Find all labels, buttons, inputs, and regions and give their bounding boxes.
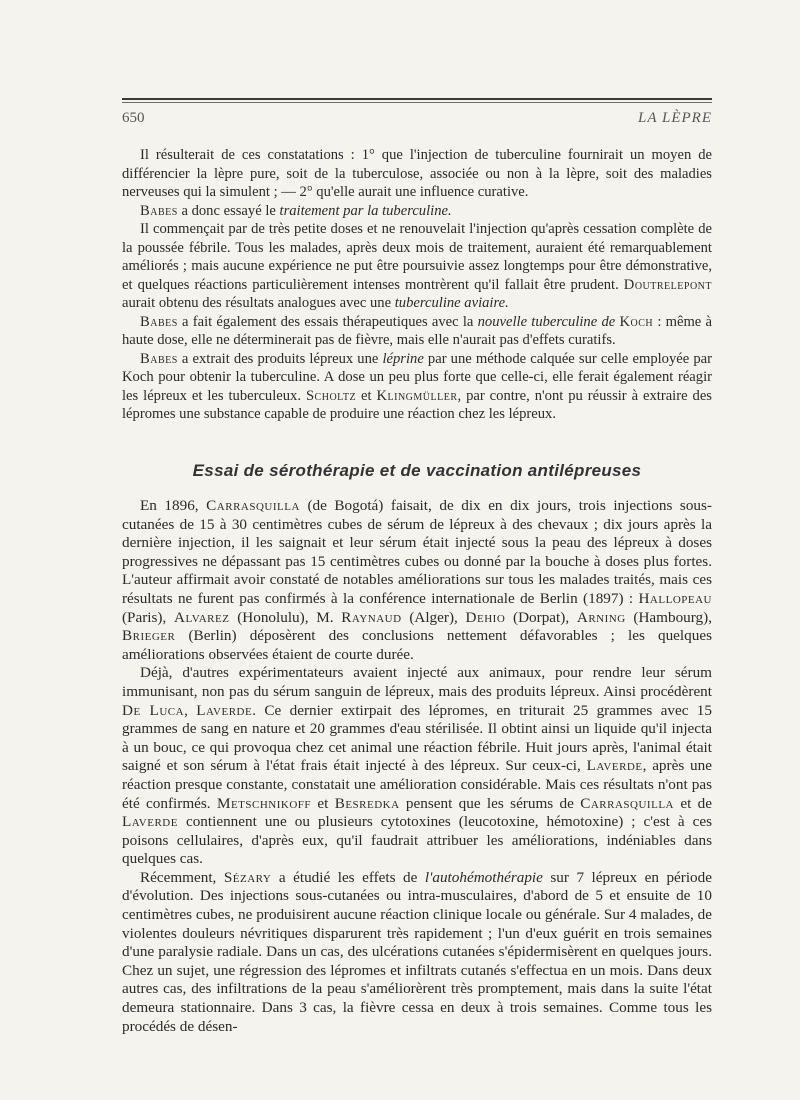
author-doutrelepont: Doutrelepont <box>623 276 712 293</box>
paragraph-5: Babes a extrait des produits lépreux une léprine par une méthode calquée sur celle employée par Koch pour obtenir la tuberculine. A dose un peu plus forte que celle-ci, elle ferait également réagir les lépreux et les tuberculeux. Scholtz et Klingmüller, par contre, n'ont pu réussir à extraire des lépromes une substance capable de produire une réaction chez les lépreux. <box>122 350 712 422</box>
section-title: Essai de sérothérapie et de vaccination antilépreuses <box>192 461 642 480</box>
running-head: LA LÈPRE <box>638 110 712 126</box>
paragraph-2: Babes a donc essayé le traitement par la tuberculine. <box>140 202 452 219</box>
paragraph-1: Il résulterait de ces constatations : 1° que l'injection de tuberculine fournirait un moyen de différencier la lèpre pure, soit de la tuberculose, associée ou non à la lèpre, soit des maladies nerveuses qui la simulent ; — 2° qu'elle aurait une influence curative. <box>122 147 712 200</box>
paragraph-8: Récemment, Sézary a étudié les effets de l'autohémothérapie sur 7 lépreux en période d'évolution. Des injections sous-cutanées ou intra-musculaires, d'abord de 5 et ensuite de 10 centimètres cubes, ne produisirent aucune réaction clinique locale ou générale. Sur 4 malades, de violentes douleurs névritiques disparurent très rapidement ; l'un d'eux guérit en trois semaines d'une paralysie radiale. Dans un cas, des ulcérations cutanées s'épidermisèrent en quelques jours. Chez un sujet, une régression des lépromes et infiltrats cutanés s'effectua en un mois. Dans deux autres cas, des infiltrations de la peau s'améliorèrent très promptement, mais dans la suite l'état demeura stationnaire. Dans 3 cas, la fièvre cessa en deux à trois semaines. Comme tous les procédés de désen- <box>122 868 712 1035</box>
header-rule-thin <box>122 102 712 103</box>
body-text-section <box>122 497 712 1036</box>
page-number: 650 <box>122 110 145 126</box>
paragraph-3: Il commençait par de très petite doses et ne renouvelait l'injection qu'après cessation complète de la poussée fébrile. Tous les malades, après deux mois de traitement, auraient été remarquablement améliorés ; mais aucune expérience ne put être poursuivie assez longtemps pour être démonstrative, et quelques réactions particulièrement intenses montrèrent qu'il fallait être prudent. Doutrelepont aurait obtenu des résultats analogues avec une tuberculine aviaire. <box>122 221 712 311</box>
body-text-top <box>122 146 712 424</box>
paragraph-4: Babes a fait également des essais thérapeutiques avec la nouvelle tuberculine de Koch : même à haute dose, elle ne déterminerait pas de fièvre, mais elle n'aurait pas d'effets curatifs. <box>122 313 712 348</box>
header-rule <box>122 98 712 100</box>
paragraph-7: Déjà, d'autres expérimentateurs avaient injecté aux animaux, pour rendre leur sérum immunisant, non pas du sérum sanguin de lépreux, mais des produits lépreux. Ainsi procédèrent De Luca, Laverde. Ce dernier extirpait des lépromes, en triturait 25 grammes avec 15 grammes de sang en nature et 20 grammes d'eau stérilisée. Il obtint ainsi un liquide qu'il injecta à un bouc, ce qui provoqua chez cet animal une réaction fébrile. Huit jours après, l'animal était saigné et son sérum à l'état frais était injecté à des lépreux. Sur ceux-ci, Laverde, après une réaction presque constante, constatait une amélioration considérable. Mais ces résultats n'ont pas été confirmés. Metschnikoff et Besredka pensent que les sérums de Carrasquilla et de Laverde contiennent une ou plusieurs cytotoxines (leucotoxine, hémotoxine) ; c'est à ces poisons cellulaires, d'après eux, qu'il faudrait attribuer les améliorations, indéniables dans quelques cas. <box>122 664 712 868</box>
page-header <box>122 110 712 132</box>
author-babes: Babes <box>140 202 178 219</box>
paragraph-6: En 1896, Carrasquilla (de Bogotá) faisait, de dix en dix jours, trois injections sous-cutanées de 15 à 30 centimètres cubes de sérum de lépreux à des chevaux ; dix jours après la dernière injection, il les saignait et leur sérum était injecté sous la peau des lépreux à doses progressives ne dépassant pas 15 centimètres cubes ou donné par la bouche à doses plus fortes. L'auteur affirmait avoir constaté de notables améliorations sur tous les malades traités, mais ces résultats ne furent pas confirmés à la conférence internationale de Berlin (1897) : Hallopeau (Paris), Alvarez (Honolulu), M. Raynaud (Alger), Dehio (Dorpat), Arning (Hambourg), Brieger (Berlin) déposèrent des conclusions nettement défavorables ; les quelques améliorations observées étaient de courte durée. <box>122 497 713 663</box>
